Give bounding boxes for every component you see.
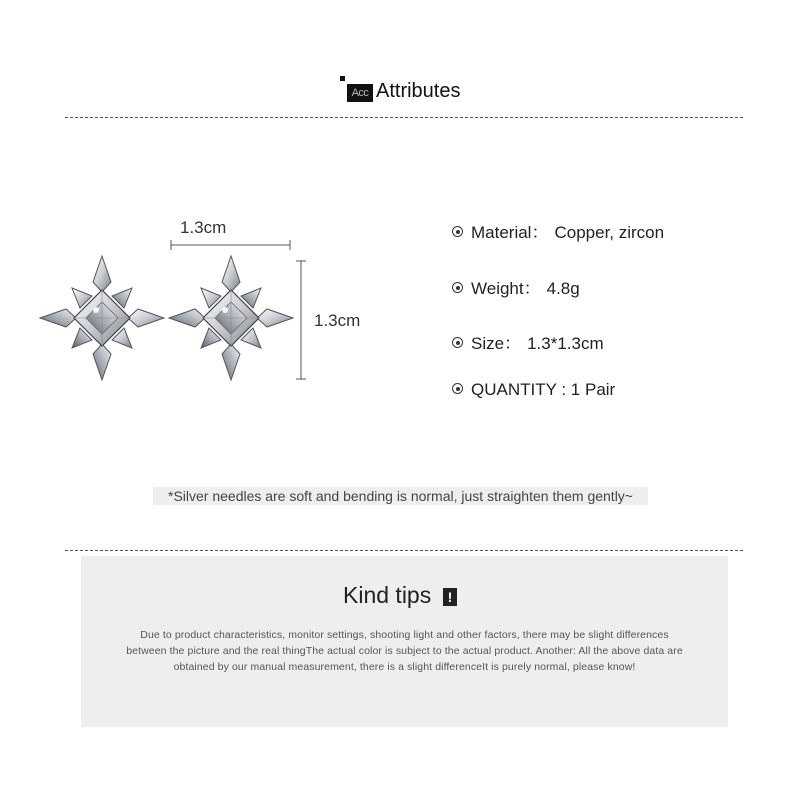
dashed-divider-middle [65,550,743,551]
header-badge: Acc [347,84,373,102]
spec-size [452,329,604,354]
spec-label: Weight： [471,279,541,298]
kind-tips-panel [81,556,728,727]
exclamation-icon: ! [443,588,457,606]
spec-material [452,218,664,243]
bullet-icon [452,282,463,293]
height-dimension-label: 1.3cm [314,311,361,330]
width-dimension-label: 1.3cm [180,218,227,237]
spec-value: Copper, zircon [554,223,665,242]
spec-label: QUANTITY : 1 Pair [471,380,616,399]
dashed-divider-top [65,117,743,118]
spec-value: 1.3*1.3cm [527,334,604,353]
bullet-icon [452,337,463,348]
care-note: *Silver needles are soft and bending is normal, just straighten them gently~ [153,487,648,505]
spec-quantity [452,380,615,400]
spec-value: 4.8g [546,279,580,298]
spec-label: Material： [471,223,549,242]
section-title: Attributes [376,80,461,102]
kind-tips-title: Kind tips [343,582,432,608]
bullet-icon [452,383,463,394]
spec-weight [452,274,580,299]
bullet-icon [452,226,463,237]
header-dot [340,76,345,81]
kind-tips-text: Due to product characteristics, monitor settings, shooting light and other factors, there may be slight differences between the picture and the real thingThe actual color is subject to the actual product. Another: All the above data are obtained by our manual measurement, there is a slight differenceIt is purely normal, please know! [126,629,683,673]
spec-label: Size： [471,334,522,353]
